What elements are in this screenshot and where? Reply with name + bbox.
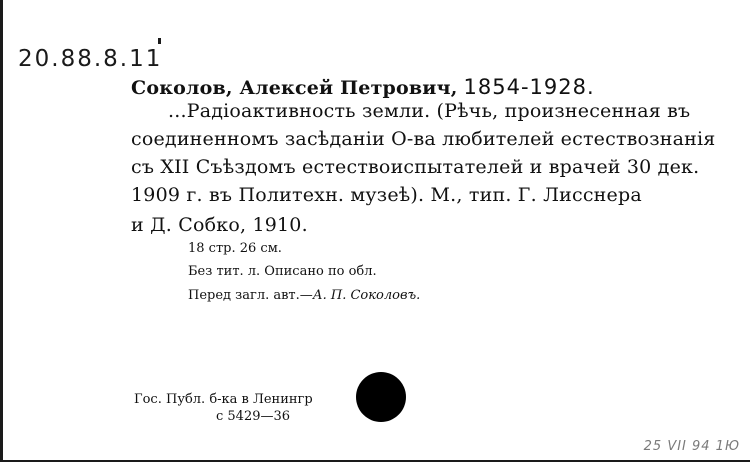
author-note-name: А. П. Соколовъ. [312,288,421,303]
shelfmark: 20.88.8.11 [18,46,163,72]
body-line-5: и Д. Собко, 1910. [131,214,308,236]
description-note: Без тит. л. Описано по обл. [188,264,377,279]
punch-hole [356,372,406,422]
author-note [188,287,420,305]
library-stamp-number: с 5429—36 [216,409,291,424]
card-left-edge [0,0,3,462]
author-note-prefix: Перед загл. авт.— [188,288,313,303]
body-line-2: соединенномъ засѣданіи О-ва любителей естествознанія [131,128,716,150]
faint-pencil-mark: 25 VII 94 1Ю [643,439,740,454]
body-line-1: ...Радіоактивность земли. (Рѣчь, произнесенная въ [168,100,691,122]
body-line-3: съ XII Съѣздомъ естествоиспытателей и врачей 30 дек. [131,156,700,178]
body-line-4: 1909 г. въ Политехн. музеѣ). М., тип. Г. Лисснера [131,184,642,206]
heading-line [131,74,595,101]
ink-speck [158,38,161,44]
author-life-years: 1854-1928. [463,75,595,99]
collation-note: 18 стр. 26 см. [188,241,282,256]
author-name: Соколов, Алексей Петрович, [131,77,458,99]
library-stamp-name: Гос. Публ. б-ка в Ленингр [134,392,313,407]
